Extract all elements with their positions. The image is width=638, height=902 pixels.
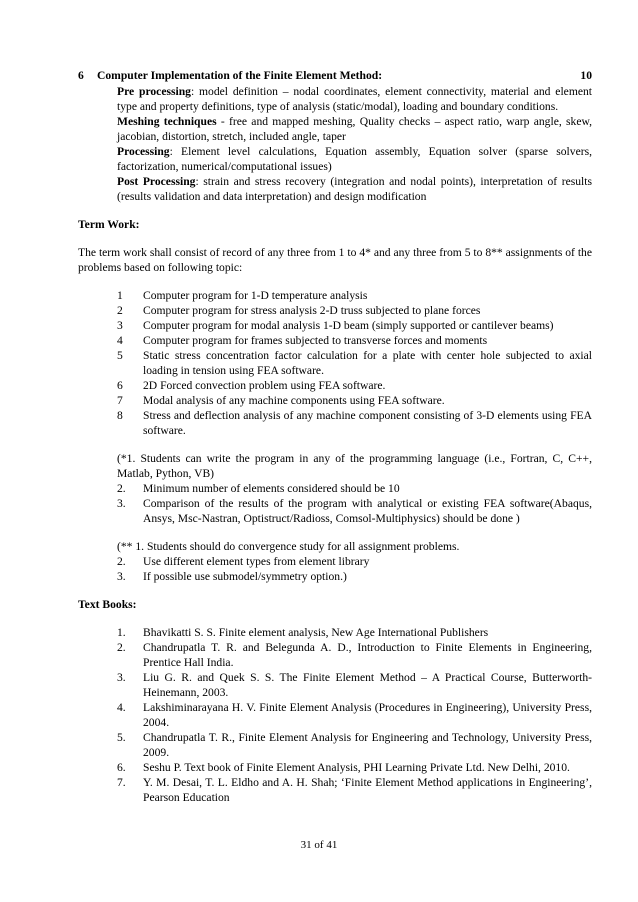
item-text: Computer program for modal analysis 1-D beam (simply supported or cantilever beams) [143,319,554,332]
item-number: 3. [117,570,126,583]
topic-post-processing [117,174,592,204]
list-item [117,569,592,584]
list-item [117,378,592,393]
topic-processing [117,144,592,174]
list-item [117,760,592,775]
term-work-heading: Term Work: [78,218,140,231]
unit-hours: 10 [580,69,592,82]
item-text: Liu G. R. and Quek S. S. The Finite Element Method – A Practical Course, Butterworth-Heinemann, 2003. [143,671,592,699]
unit-number: 6 [78,69,84,82]
topic-text: free and mapped meshing, Quality checks – aspect ratio, warp angle, skew, jacobian, distortion, stretch, included angle, taper [117,115,592,143]
item-text: Chandrupatla T. R., Finite Element Analysis for Engineering and Technology, University Press, 2009. [143,731,592,759]
item-number: 4. [117,701,126,714]
item-text: Modal analysis of any machine components using FEA software. [143,394,445,407]
topic-label: Pre processing [117,85,191,98]
item-number: 1 [117,289,123,302]
item-text: Chandrupatla T. R. and Belegunda A. D., Introduction to Finite Elements in Engineering, Prentice Hall India. [143,641,592,669]
text-books-heading: Text Books: [78,598,137,611]
list-item [117,640,592,670]
list-item [117,348,592,378]
item-text: Stress and deflection analysis of any machine component consisting of 3-D elements using FEA software. [143,409,592,437]
topic-pre-processing [117,84,592,114]
item-number: 5 [117,349,123,362]
item-number: 7. [117,776,126,789]
unit-topics [117,84,592,204]
item-text: Lakshiminarayana H. V. Finite Element Analysis (Procedures in Engineering), University Press, 2004. [143,701,592,729]
list-item [117,288,592,303]
topic-label: Meshing techniques [117,115,217,128]
unit-heading [78,68,592,83]
list-item [117,554,592,569]
page-number: 31 of 41 [300,839,338,851]
term-work-intro: The term work shall consist of record of any three from 1 to 4* and any three from 5 to 8** assignments of the problems based on following topic: [78,246,592,274]
item-number: 3. [117,497,126,510]
list-item [117,303,592,318]
item-number: 2. [117,555,126,568]
topic-separator: - [216,115,230,128]
item-text: If possible use submodel/symmetry option.) [143,570,347,583]
item-text: Comparison of the results of the program with analytical or existing FEA software(Abaqus, Ansys, Msc-Nastran, Optistruct/Radioss, Comsol-Multiphysics) should be done ) [143,497,592,525]
item-text: Computer program for stress analysis 2-D truss subjected to plane forces [143,304,481,317]
topic-text: model definition – nodal coordinates, element connectivity, material and element type and property definitions, type of analysis (static/modal), loading and boundary conditions. [117,85,593,113]
item-text: 2D Forced convection problem using FEA software. [143,379,386,392]
text-books-list [117,625,592,805]
list-item [117,333,592,348]
list-item [117,481,592,496]
topic-separator: : [169,145,182,158]
item-number: 6. [117,761,126,774]
topic-label: Processing [117,145,170,158]
item-number: 8 [117,409,123,422]
note-first: (** 1. Students should do convergence study for all assignment problems. [117,540,460,553]
topic-meshing [117,114,592,144]
topic-text: Element level calculations, Equation assembly, Equation solver (sparse solvers, factorization, numerical/computational issues) [117,145,592,173]
topic-separator: : [195,175,204,188]
unit-title: Computer Implementation of the Finite Element Method: [97,69,383,82]
note-convergence [117,539,592,584]
list-item [117,670,592,700]
list-item [117,625,592,640]
item-number: 2. [117,641,126,654]
item-text: Seshu P. Text book of Finite Element Analysis, PHI Learning Private Ltd. New Delhi, 2010. [143,761,570,774]
topic-label: Post Processing [117,175,196,188]
topic-separator: : [190,85,200,98]
item-text: Computer program for 1-D temperature analysis [143,289,368,302]
item-number: 7 [117,394,123,407]
list-item [117,775,592,805]
item-text: Static stress concentration factor calculation for a plate with center hole subjected to axial loading in tension using FEA software. [143,349,592,377]
item-number: 2. [117,482,126,495]
item-text: Y. M. Desai, T. L. Eldho and A. H. Shah; ‘Finite Element Method applications in Engineering’, Pearson Education [143,776,592,804]
list-item [117,700,592,730]
item-text: Use different element types from element library [143,555,370,568]
item-number: 5. [117,731,126,744]
list-item [117,496,592,526]
document-page [78,68,592,805]
item-number: 4 [117,334,123,347]
item-number: 1. [117,626,126,639]
note-first: (*1. Students can write the program in any of the programming language (i.e., Fortran, C, C++, Matlab, Python, VB) [117,452,592,480]
note-programs [117,451,592,526]
item-number: 2 [117,304,123,317]
item-number: 3. [117,671,126,684]
list-item [117,730,592,760]
item-text: Computer program for frames subjected to transverse forces and moments [143,334,488,347]
item-number: 3 [117,319,123,332]
topic-text: strain and stress recovery (integration and nodal points), interpretation of results (results validation and data interpretation) and design modification [117,175,592,203]
list-item [117,393,592,408]
item-text: Bhavikatti S. S. Finite element analysis, New Age International Publishers [143,626,489,639]
item-number: 6 [117,379,123,392]
item-text: Minimum number of elements considered should be 10 [143,482,400,495]
list-item [117,408,592,438]
list-item [117,318,592,333]
assignment-list [117,288,592,438]
